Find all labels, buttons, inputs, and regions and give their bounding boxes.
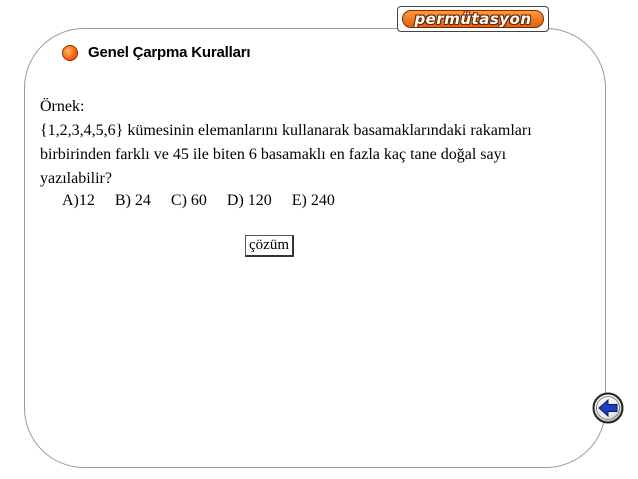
answer-options (62, 192, 355, 210)
answer-option-b: B) 24 (114, 192, 151, 209)
example-label: Örnek: (40, 98, 85, 115)
answer-option-d: D) 120 (226, 192, 272, 209)
logo-badge (402, 10, 544, 28)
back-button[interactable] (592, 392, 624, 424)
logo-text: permütasyon (414, 9, 532, 28)
slide-frame (24, 28, 606, 468)
section-header (62, 44, 250, 61)
answer-option-c: C) 60 (170, 192, 207, 209)
logo (397, 6, 549, 32)
question-content (40, 95, 570, 191)
answer-option-a: A)12 (62, 192, 95, 209)
back-arrow-icon (592, 392, 624, 424)
answer-option-e: E) 240 (291, 192, 335, 209)
solution-button[interactable]: çözüm (245, 235, 294, 257)
orange-circle-icon (62, 45, 78, 61)
question-text: {1,2,3,4,5,6} kümesinin elemanlarını kullanarak basamaklarındaki rakamları birbirinden farklı ve 45 ile biten 6 basamaklı en fazla kaç tane doğal sayı yazılabilir? (40, 122, 532, 187)
section-title: Genel Çarpma Kuralları (88, 44, 251, 61)
